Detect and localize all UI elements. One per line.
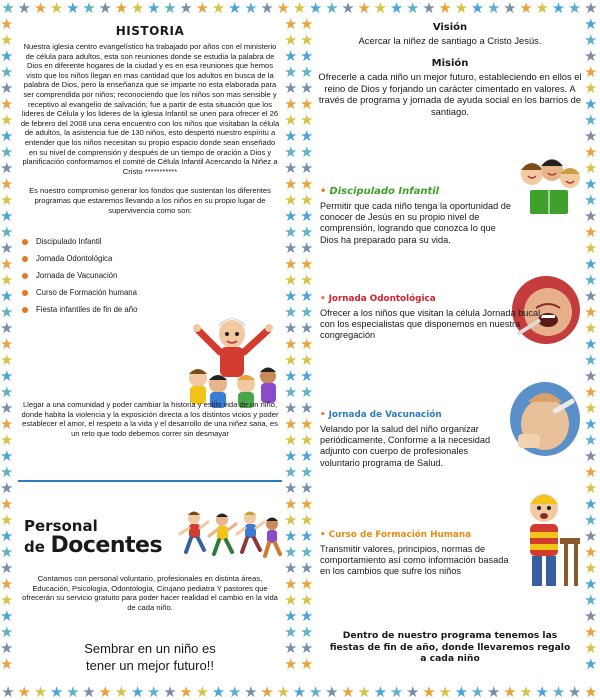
closing-text: Llegar a una comunidad y poder cambiar la historia y estilo vida de un niño, donde habita la violencia y la exposición directa a los distintos vicios y poder establecer el amor, el respeto a la vida y el desarrollo de una niñez sana, es un reto que todo debemos correr sin desmayar: [21, 400, 279, 438]
star-icon: ★: [308, 684, 323, 700]
star-icon: ★: [0, 367, 14, 385]
odontologica-text: Ofrecer a los niños que visitan la célula Jornada bucal, con los especialistas que disponemos en nuestra congregación: [320, 308, 543, 341]
program-label: Jornada Odontológica: [36, 254, 113, 264]
star-icon: ★: [0, 223, 14, 241]
star-icon: ★: [300, 63, 314, 81]
star-icon: ★: [0, 511, 14, 529]
list-item: [22, 254, 182, 263]
personal-docentes-title: [24, 518, 162, 558]
star-icon: ★: [300, 239, 314, 257]
star-icon: ★: [300, 639, 314, 657]
star-icon: ★: [300, 607, 314, 625]
star-icon: ★: [584, 495, 598, 513]
star-icon: ★: [0, 463, 14, 481]
star-icon: ★: [584, 559, 598, 577]
star-icon: ★: [211, 684, 226, 700]
star-icon: ★: [17, 0, 31, 16]
commitment-text: Es nuestro compromiso generar los fondos que sustentan los diferentes programas que estaremos llevando a los niños en su propio lugar de supervivencia como son:: [29, 186, 271, 215]
star-icon: ★: [406, 0, 420, 16]
mision-text: Ofrecerle a cada niño un mejor futuro, estableciendo en ellos el reino de Dios y forjando un carácter cimentado en valores. A través de programa y jornada de ayuda social en los barrios de santiago.: [318, 71, 582, 117]
star-icon: ★: [0, 63, 14, 81]
star-icon: ★: [300, 127, 314, 145]
star-icon: ★: [284, 479, 298, 497]
star-icon: ★: [357, 0, 371, 16]
discipulado-section: [320, 186, 582, 246]
list-item: [22, 288, 182, 297]
star-icon: ★: [300, 95, 314, 113]
star-icon: ★: [284, 159, 298, 177]
star-icon: ★: [284, 127, 298, 145]
star-icon: ★: [66, 0, 80, 16]
mision-title: Misión: [431, 58, 469, 69]
star-icon: ★: [300, 319, 314, 337]
star-icon: ★: [584, 63, 598, 81]
star-icon: ★: [284, 335, 298, 353]
star-icon: ★: [438, 0, 452, 16]
star-icon: ★: [357, 684, 371, 700]
star-icon: ★: [584, 367, 598, 385]
vacunacion-text: Velando por la salud del niño organizar periódicamente, Conforme a la necesidad adjunto con cuerpo de profesionales voluntario programa de Salud.: [320, 424, 491, 468]
star-border-middle-left: [284, 16, 300, 684]
star-icon: ★: [276, 684, 290, 700]
star-icon: ★: [0, 623, 14, 641]
star-border-bottom: [0, 684, 600, 700]
star-icon: ★: [0, 527, 14, 545]
star-icon: ★: [0, 31, 14, 49]
star-icon: ★: [300, 447, 314, 465]
star-icon: ★: [300, 191, 314, 209]
star-icon: ★: [195, 0, 210, 16]
vacunacion-title: • Jornada de Vacunación: [320, 410, 442, 420]
star-icon: ★: [0, 303, 14, 321]
star-icon: ★: [470, 0, 485, 16]
star-icon: ★: [284, 575, 298, 593]
star-icon: ★: [422, 684, 436, 700]
star-icon: ★: [284, 511, 298, 529]
list-item: [22, 305, 182, 314]
star-icon: ★: [300, 175, 314, 193]
star-icon: ★: [284, 223, 298, 241]
star-icon: ★: [300, 399, 314, 417]
historia-title: HISTORIA: [115, 24, 185, 38]
program-label: Curso de Formación humana: [36, 288, 137, 298]
star-icon: ★: [584, 335, 598, 353]
slogan-line2: tener un mejor futuro!!: [86, 658, 214, 673]
star-icon: ★: [300, 623, 314, 641]
star-icon: ★: [284, 639, 298, 657]
star-icon: ★: [584, 303, 598, 321]
star-icon: ★: [284, 367, 298, 385]
star-icon: ★: [227, 684, 242, 700]
star-icon: ★: [300, 415, 314, 433]
star-icon: ★: [0, 143, 14, 161]
star-icon: ★: [0, 111, 14, 129]
star-icon: ★: [300, 591, 314, 609]
star-icon: ★: [470, 684, 485, 700]
star-icon: ★: [300, 207, 314, 225]
star-icon: ★: [284, 271, 298, 289]
right-panel: [318, 18, 582, 682]
star-icon: ★: [551, 0, 566, 16]
star-icon: ★: [454, 684, 469, 700]
star-icon: ★: [584, 543, 598, 561]
star-icon: ★: [535, 684, 549, 700]
star-border-top: [0, 0, 600, 16]
star-icon: ★: [584, 415, 598, 433]
star-icon: ★: [98, 684, 112, 700]
star-icon: ★: [0, 271, 14, 289]
star-icon: ★: [584, 527, 598, 545]
orange-dot-icon: [22, 290, 28, 296]
star-icon: ★: [584, 79, 598, 97]
star-icon: ★: [584, 591, 598, 609]
star-icon: ★: [325, 684, 339, 700]
star-icon: ★: [284, 111, 298, 129]
star-icon: ★: [584, 127, 598, 145]
star-icon: ★: [284, 383, 298, 401]
star-border-left: [0, 16, 16, 684]
star-icon: ★: [0, 575, 14, 593]
star-icon: ★: [389, 0, 404, 16]
star-icon: ★: [284, 143, 298, 161]
star-icon: ★: [584, 111, 598, 129]
star-icon: ★: [284, 255, 298, 273]
star-icon: ★: [284, 591, 298, 609]
star-icon: ★: [179, 0, 193, 16]
star-icon: ★: [284, 463, 298, 481]
left-panel: [18, 18, 282, 682]
star-icon: ★: [584, 684, 598, 700]
star-icon: ★: [1, 0, 15, 16]
star-icon: ★: [584, 623, 598, 641]
star-icon: ★: [0, 479, 14, 497]
star-icon: ★: [284, 447, 298, 465]
star-icon: ★: [0, 191, 14, 209]
star-icon: ★: [98, 0, 112, 16]
star-icon: ★: [422, 0, 436, 16]
star-icon: ★: [503, 0, 517, 16]
star-icon: ★: [584, 0, 598, 16]
star-icon: ★: [130, 0, 145, 16]
star-icon: ★: [300, 463, 314, 481]
star-icon: ★: [584, 431, 598, 449]
star-icon: ★: [244, 684, 258, 700]
star-icon: ★: [284, 655, 298, 673]
program-label: Jornada de Vacunación: [36, 271, 118, 281]
program-label: Fiesta infantiles de fin de año: [36, 305, 138, 315]
star-icon: ★: [389, 684, 404, 700]
star-icon: ★: [130, 684, 145, 700]
star-icon: ★: [0, 495, 14, 513]
star-icon: ★: [284, 543, 298, 561]
star-icon: ★: [567, 684, 582, 700]
star-icon: ★: [584, 239, 598, 257]
star-icon: ★: [535, 0, 549, 16]
personal-title-docentes: Docentes: [50, 533, 163, 558]
star-icon: ★: [584, 479, 598, 497]
star-icon: ★: [284, 191, 298, 209]
star-icon: ★: [0, 591, 14, 609]
star-icon: ★: [584, 399, 598, 417]
star-icon: ★: [284, 63, 298, 81]
star-icon: ★: [0, 16, 14, 33]
star-icon: ★: [284, 527, 298, 545]
star-icon: ★: [551, 684, 566, 700]
star-icon: ★: [49, 684, 64, 700]
star-icon: ★: [300, 431, 314, 449]
vacunacion-section: [320, 410, 582, 469]
star-icon: ★: [584, 383, 598, 401]
star-icon: ★: [0, 351, 14, 369]
star-icon: ★: [584, 223, 598, 241]
star-icon: ★: [0, 255, 14, 273]
star-icon: ★: [284, 287, 298, 305]
formacion-section: [320, 530, 582, 578]
star-icon: ★: [284, 31, 298, 49]
star-icon: ★: [147, 684, 161, 700]
star-icon: ★: [0, 127, 14, 145]
star-icon: ★: [0, 447, 14, 465]
orange-dot-icon: [22, 307, 28, 313]
star-icon: ★: [0, 543, 14, 561]
star-icon: ★: [284, 319, 298, 337]
star-icon: ★: [114, 684, 129, 700]
vision-title: Visión: [432, 22, 468, 33]
star-icon: ★: [0, 559, 14, 577]
star-icon: ★: [341, 0, 355, 16]
orange-dot-icon: [22, 239, 28, 245]
star-icon: ★: [284, 623, 298, 641]
star-icon: ★: [300, 47, 314, 65]
program-label: Discipulado Infantil: [36, 237, 102, 247]
star-icon: ★: [284, 399, 298, 417]
star-icon: ★: [584, 575, 598, 593]
star-icon: ★: [300, 351, 314, 369]
star-icon: ★: [300, 383, 314, 401]
star-icon: ★: [284, 351, 298, 369]
star-icon: ★: [300, 16, 314, 33]
slogan-line1: Sembrar en un niño es: [84, 641, 216, 656]
orange-dot-icon: [22, 273, 28, 279]
star-icon: ★: [82, 684, 96, 700]
star-icon: ★: [0, 431, 14, 449]
star-icon: ★: [519, 684, 533, 700]
star-icon: ★: [0, 607, 14, 625]
odontologica-section: [320, 294, 582, 342]
star-icon: ★: [584, 95, 598, 113]
star-icon: ★: [300, 527, 314, 545]
star-icon: ★: [179, 684, 193, 700]
star-icon: ★: [300, 31, 314, 49]
kids-group-illustration: [184, 300, 280, 410]
star-icon: ★: [300, 543, 314, 561]
star-icon: ★: [284, 175, 298, 193]
program-list: [22, 237, 182, 314]
star-icon: ★: [0, 335, 14, 353]
star-icon: ★: [584, 143, 598, 161]
star-icon: ★: [147, 0, 161, 16]
star-icon: ★: [584, 207, 598, 225]
star-icon: ★: [300, 655, 314, 673]
star-icon: ★: [82, 0, 96, 16]
slogan: [18, 640, 282, 674]
star-icon: ★: [584, 191, 598, 209]
star-icon: ★: [284, 47, 298, 65]
star-icon: ★: [584, 447, 598, 465]
star-icon: ★: [0, 79, 14, 97]
star-icon: ★: [300, 495, 314, 513]
star-icon: ★: [0, 383, 14, 401]
star-icon: ★: [0, 159, 14, 177]
star-icon: ★: [567, 0, 582, 16]
star-icon: ★: [300, 271, 314, 289]
section-divider: [18, 480, 282, 482]
star-icon: ★: [0, 47, 14, 65]
odontologica-title: • Jornada Odontológica: [320, 294, 436, 304]
star-icon: ★: [284, 239, 298, 257]
star-icon: ★: [300, 159, 314, 177]
formacion-title: • Curso de Formación Humana: [320, 530, 472, 540]
star-icon: ★: [486, 0, 501, 16]
star-icon: ★: [300, 303, 314, 321]
formacion-text: Transmitir valores, principios, normas de comportamiento así como información basada en los cambios que sufre los niños: [320, 544, 509, 577]
star-icon: ★: [284, 95, 298, 113]
star-icon: ★: [284, 431, 298, 449]
star-icon: ★: [284, 415, 298, 433]
star-icon: ★: [503, 684, 517, 700]
star-icon: ★: [325, 0, 339, 16]
star-icon: ★: [292, 0, 307, 16]
star-icon: ★: [276, 0, 290, 16]
star-icon: ★: [373, 684, 388, 700]
star-icon: ★: [114, 0, 129, 16]
docentes-text: Contamos con personal voluntario, profesionales en distinta áreas, Educación, Psicología, Odontología, Cirujano pediatra Y pastores que ofrecerán su servicio gratuito para poder hacer realidad el cambio en la vida de cada niño.: [22, 574, 278, 612]
star-icon: ★: [300, 79, 314, 97]
star-icon: ★: [0, 655, 14, 673]
star-icon: ★: [284, 607, 298, 625]
star-icon: ★: [308, 0, 323, 16]
star-icon: ★: [284, 559, 298, 577]
star-icon: ★: [584, 463, 598, 481]
star-icon: ★: [284, 495, 298, 513]
star-border-middle-right: [300, 16, 316, 684]
final-note: Dentro de nuestro programa tenemos las fiestas de fin de año, donde llevaremos regalo a cada niño: [329, 630, 571, 665]
star-icon: ★: [584, 639, 598, 657]
star-icon: ★: [284, 303, 298, 321]
star-icon: ★: [0, 287, 14, 305]
orange-dot-icon: [22, 256, 28, 262]
star-icon: ★: [292, 684, 307, 700]
star-icon: ★: [300, 559, 314, 577]
star-icon: ★: [454, 0, 469, 16]
star-icon: ★: [584, 511, 598, 529]
star-icon: ★: [260, 684, 274, 700]
star-icon: ★: [300, 335, 314, 353]
star-icon: ★: [300, 367, 314, 385]
star-icon: ★: [584, 655, 598, 673]
star-icon: ★: [584, 351, 598, 369]
star-icon: ★: [584, 287, 598, 305]
list-item: [22, 271, 182, 280]
star-icon: ★: [341, 684, 355, 700]
star-icon: ★: [0, 319, 14, 337]
star-icon: ★: [373, 0, 388, 16]
star-icon: ★: [0, 639, 14, 657]
star-icon: ★: [0, 207, 14, 225]
star-icon: ★: [33, 684, 48, 700]
star-icon: ★: [163, 0, 177, 16]
star-icon: ★: [438, 684, 452, 700]
personal-title-line1: Personal: [24, 517, 98, 535]
star-icon: ★: [300, 575, 314, 593]
star-icon: ★: [300, 255, 314, 273]
discipulado-title: • Discipulado Infantil: [320, 186, 440, 197]
vision-text: Acercar la niñez de santiago a Cristo Jesús.: [358, 35, 542, 46]
star-icon: ★: [0, 239, 14, 257]
star-icon: ★: [211, 0, 226, 16]
historia-body: Nuestra iglesia centro evangelístico ha trabajado por años con el ministerio de célula para adultos, esta son reuniones donde se estudia la palabra de Dios en diferente hogares de la ciudad y es en esa reuniones que hemos visto que los niños llegan en mas cantidad que los adultos en busca de la palabra de Dios, pero la enseñanza que se imparte no esta elaborada para ser comprendida por niños; reconociendo que los niños son mas sensible y receptivo al evangelio de salvación; fue a partir de esta situación que los lideres de Célula y los lideres de la iglesia Infantil se unen para ofrecer el 26 de febrero del 2008 una cena encuentro con los niños que visitaban la célula de adultos, la asistencia fue de 130 niños, esto despertó nuestro espíritu a entender que los niños necesitan su propio espacio donde sean enseñado en su nivel de comprensión y después de un tiempo de oración a Dios y planificación conformamos el comité de Célula Infantil Acercando la Niñez a Cristo ***********: [20, 42, 280, 176]
star-icon: ★: [584, 159, 598, 177]
star-icon: ★: [244, 0, 258, 16]
star-border-right: [584, 16, 600, 684]
star-icon: ★: [300, 223, 314, 241]
star-icon: ★: [195, 684, 210, 700]
star-icon: ★: [49, 0, 64, 16]
star-icon: ★: [584, 16, 598, 33]
star-icon: ★: [584, 175, 598, 193]
star-icon: ★: [227, 0, 242, 16]
star-icon: ★: [0, 95, 14, 113]
star-icon: ★: [66, 684, 80, 700]
star-icon: ★: [0, 399, 14, 417]
star-icon: ★: [300, 287, 314, 305]
star-icon: ★: [584, 607, 598, 625]
star-icon: ★: [300, 479, 314, 497]
running-kids-illustration: [176, 506, 282, 562]
star-icon: ★: [0, 175, 14, 193]
star-icon: ★: [0, 415, 14, 433]
star-icon: ★: [584, 47, 598, 65]
star-icon: ★: [406, 684, 420, 700]
star-icon: ★: [486, 684, 501, 700]
star-icon: ★: [300, 111, 314, 129]
list-item: [22, 237, 182, 246]
star-icon: ★: [584, 31, 598, 49]
star-icon: ★: [284, 79, 298, 97]
star-icon: ★: [284, 207, 298, 225]
star-icon: ★: [584, 255, 598, 273]
star-icon: ★: [300, 511, 314, 529]
discipulado-text: Permitir que cada niño tenga la oportunidad de conocer de Jesús en su propio nivel de comprensión, logrando que conozca lo que Dios ha preparado para su vida.: [320, 201, 512, 245]
star-icon: ★: [260, 0, 274, 16]
star-icon: ★: [1, 684, 15, 700]
star-icon: ★: [584, 319, 598, 337]
star-icon: ★: [300, 143, 314, 161]
personal-title-de: de: [24, 538, 45, 556]
star-icon: ★: [584, 271, 598, 289]
star-icon: ★: [33, 0, 48, 16]
star-icon: ★: [163, 684, 177, 700]
star-icon: ★: [17, 684, 31, 700]
star-icon: ★: [519, 0, 533, 16]
star-icon: ★: [284, 16, 298, 33]
